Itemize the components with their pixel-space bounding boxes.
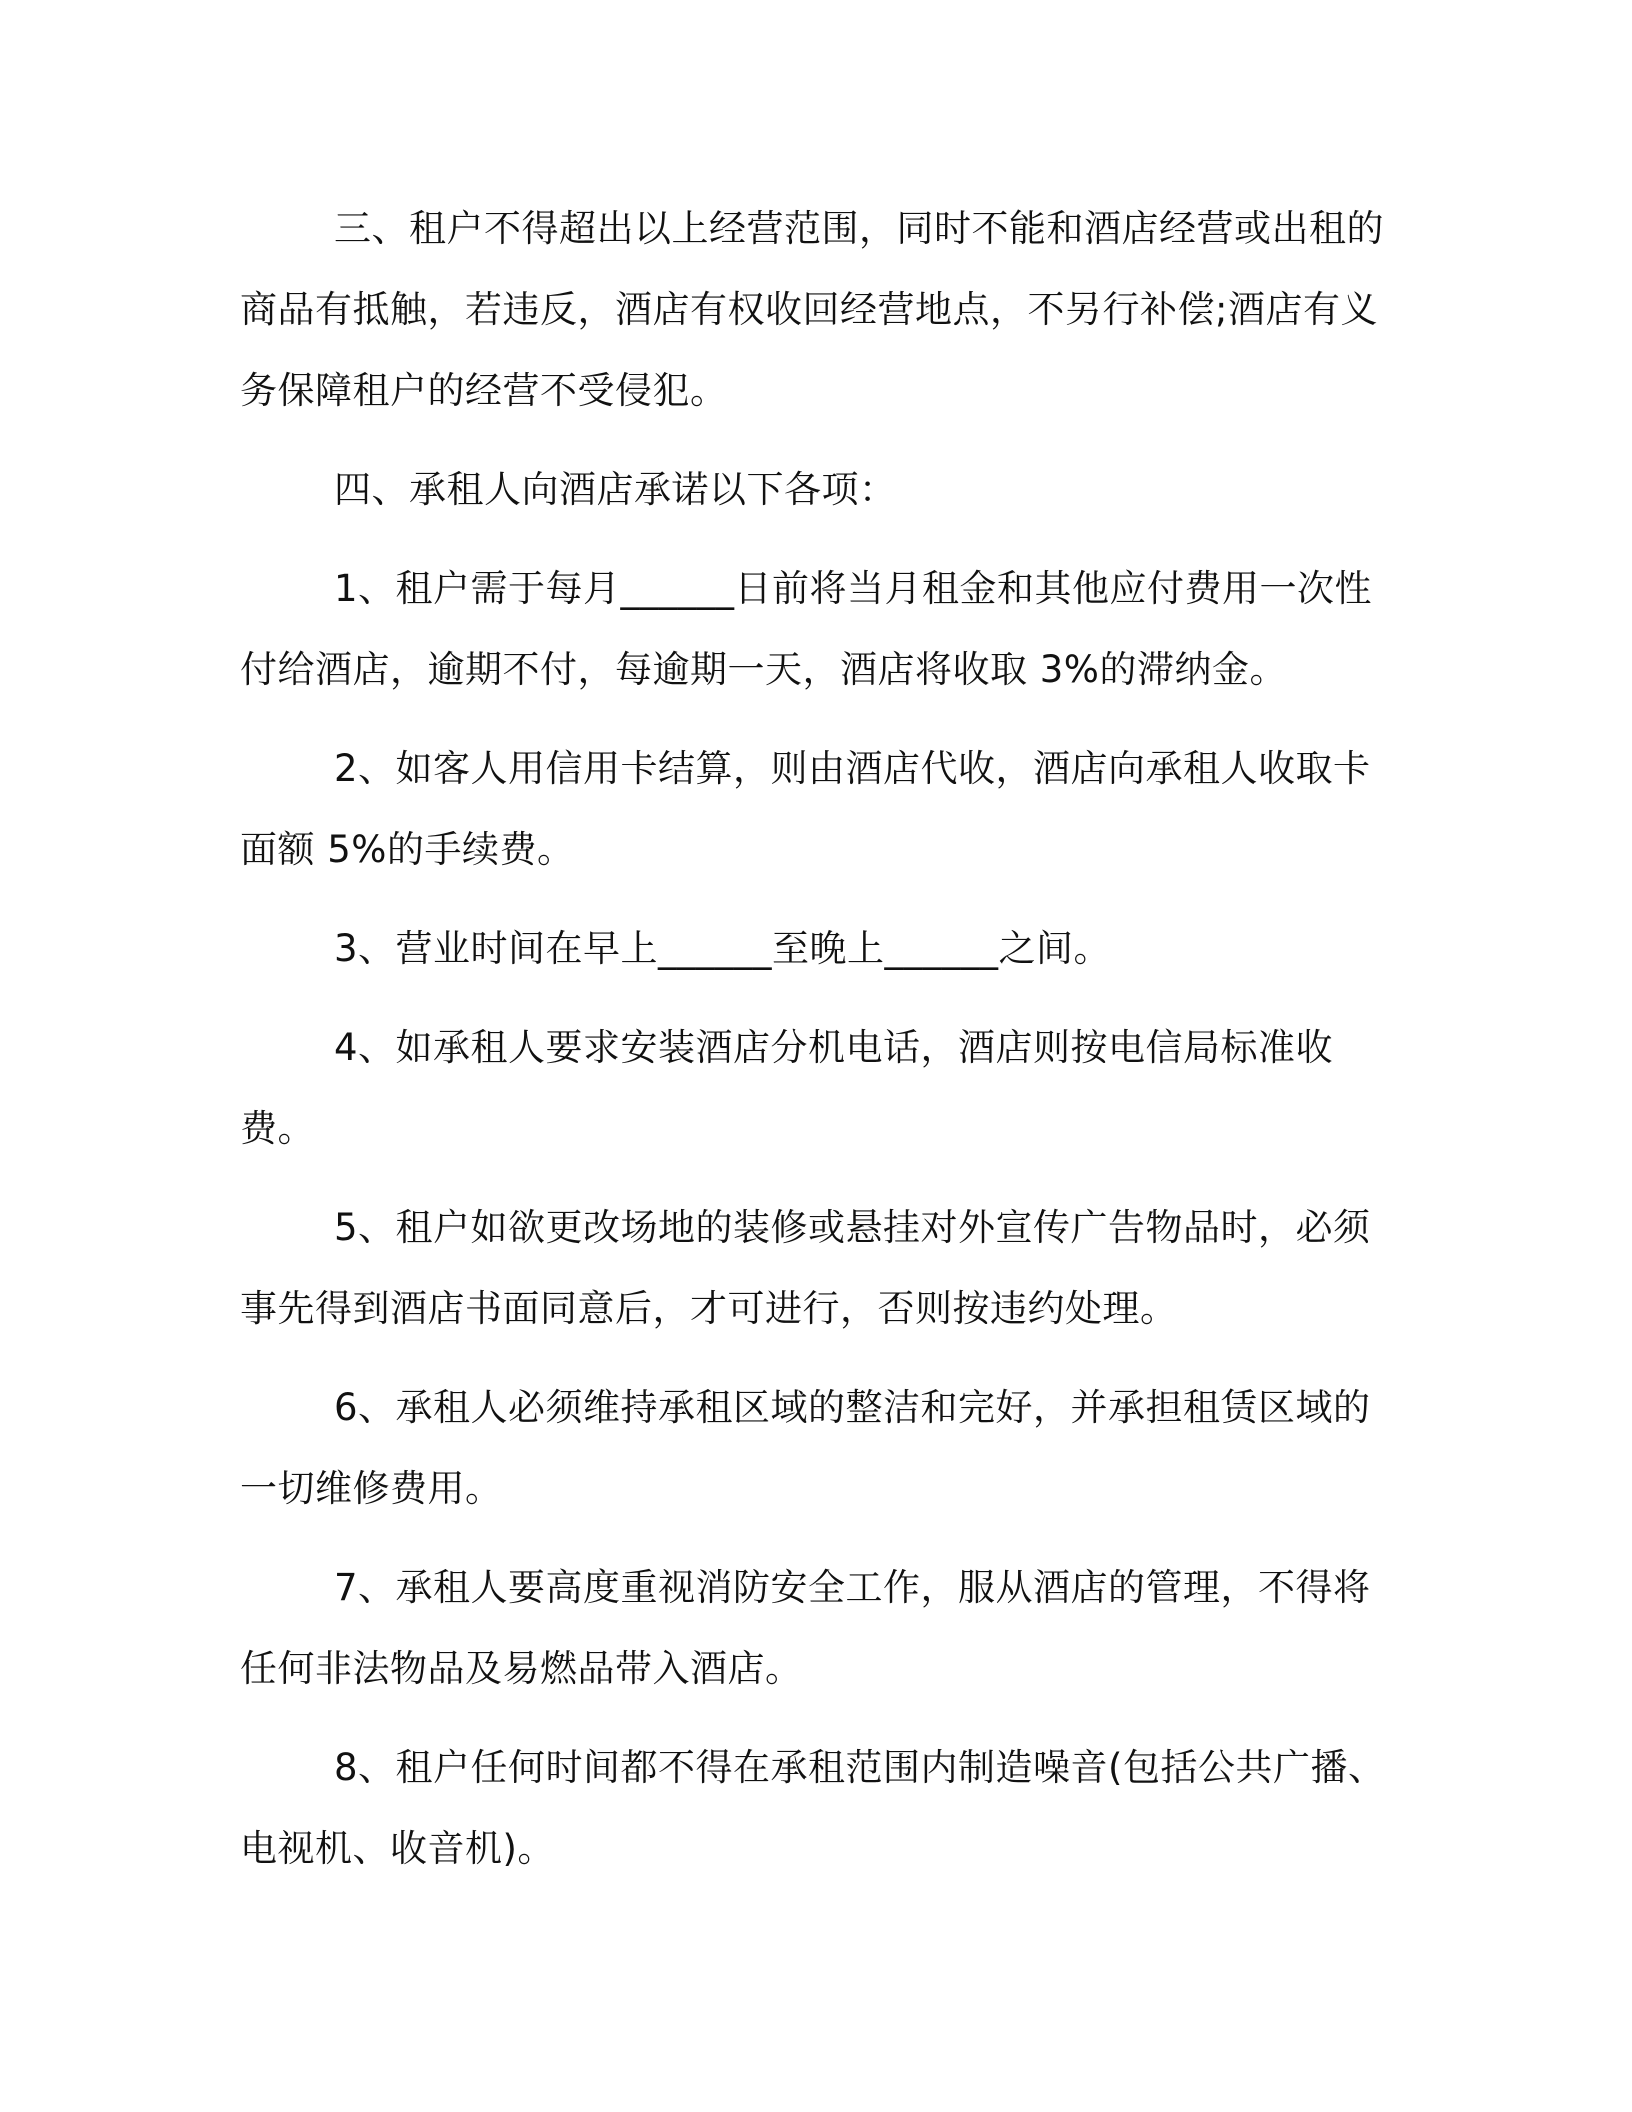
paragraph-item-7-fire-safety: 7、承租人要高度重视消防安全工作，服从酒店的管理，不得将任何非法物品及易燃品带入酒店。 xyxy=(240,1566,1371,1690)
paragraph-item-8-noise: 8、租户任何时间都不得在承租范围内制造噪音(包括公共广播、电视机、收音机)。 xyxy=(240,1746,1386,1870)
paragraph-section-three: 三、租户不得超出以上经营范围，同时不能和酒店经营或出租的商品有抵触，若违反，酒店有权收回经营地点，不另行补偿;酒店有义务保障租户的经营不受侵犯。 xyxy=(240,207,1384,412)
paragraph-item-6-maintenance: 6、承租人必须维持承租区域的整洁和完好，并承担租赁区域的一切维修费用。 xyxy=(240,1386,1371,1510)
paragraph-item-3-business-hours: 3、营业时间在早上______至晚上______之间。 xyxy=(334,927,1112,970)
paragraph-item-1-rent-payment: 1、租户需于每月______日前将当月租金和其他应付费用一次性付给酒店，逾期不付，每逾期一天，酒店将收取 3%的滞纳金。 xyxy=(240,567,1373,691)
paragraph-section-four-heading: 四、承租人向酒店承诺以下各项： xyxy=(334,468,897,511)
document-body xyxy=(240,188,1390,1907)
paragraph-item-2-credit-card: 2、如客人用信用卡结算，则由酒店代收，酒店向承租人收取卡面额 5%的手续费。 xyxy=(240,747,1371,871)
paragraph-item-4-phone-extension: 4、如承租人要求安装酒店分机电话，酒店则按电信局标准收费。 xyxy=(240,1026,1334,1150)
paragraph-item-5-decoration: 5、租户如欲更改场地的装修或悬挂对外宣传广告物品时，必须事先得到酒店书面同意后，才可进行，否则按违约处理。 xyxy=(240,1206,1371,1330)
